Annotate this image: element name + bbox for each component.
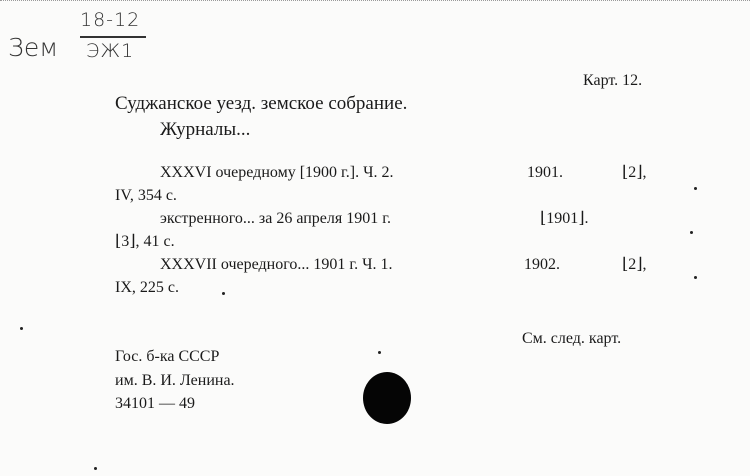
entry-2-year: ⌊1901⌋.: [540, 210, 589, 227]
entry-3-mark: ⌊2⌋,: [622, 256, 647, 273]
card-title: Суджанское уезд. земское собрание.: [115, 93, 408, 114]
speck: [20, 327, 23, 330]
entry-3-year: 1902.: [524, 256, 560, 273]
shelfmark-denominator: ЭЖ1: [86, 40, 135, 62]
entry-1-details: IV, 354 с.: [115, 187, 177, 204]
entry-1-year: 1901.: [527, 164, 563, 181]
speck: [690, 231, 693, 234]
speck: [378, 351, 381, 354]
shelfmark-numerator: 18-12: [80, 9, 141, 31]
entry-3-text: XXXVII очередного... 1901 г. Ч. 1.: [160, 256, 393, 273]
shelfmark-fraction-bar: [80, 36, 146, 38]
library-line-1: Гос. б-ка СССР: [115, 348, 220, 365]
entry-2-details: ⌊3⌋, 41 с.: [115, 233, 175, 250]
speck: [94, 467, 97, 470]
see-next-card: См. след. карт.: [522, 330, 622, 347]
card-subtitle: Журналы...: [160, 119, 251, 140]
library-line-3: 34101 — 49: [115, 395, 195, 412]
speck: [694, 276, 697, 279]
speck: [694, 187, 697, 190]
card-number: Карт. 12.: [583, 72, 643, 89]
library-line-2: им. В. И. Ленина.: [115, 372, 235, 389]
speck: [222, 292, 225, 295]
entry-2-text: экстренного... за 26 апреля 1901 г.: [160, 210, 391, 227]
shelfmark-prefix: Зем: [8, 33, 59, 62]
entry-1-text: XXXVI очередному [1900 г.]. Ч. 2.: [160, 164, 394, 181]
punch-hole: [363, 372, 411, 424]
entry-3-details: IX, 225 с.: [115, 279, 179, 296]
entry-1-mark: ⌊2⌋,: [622, 164, 647, 181]
